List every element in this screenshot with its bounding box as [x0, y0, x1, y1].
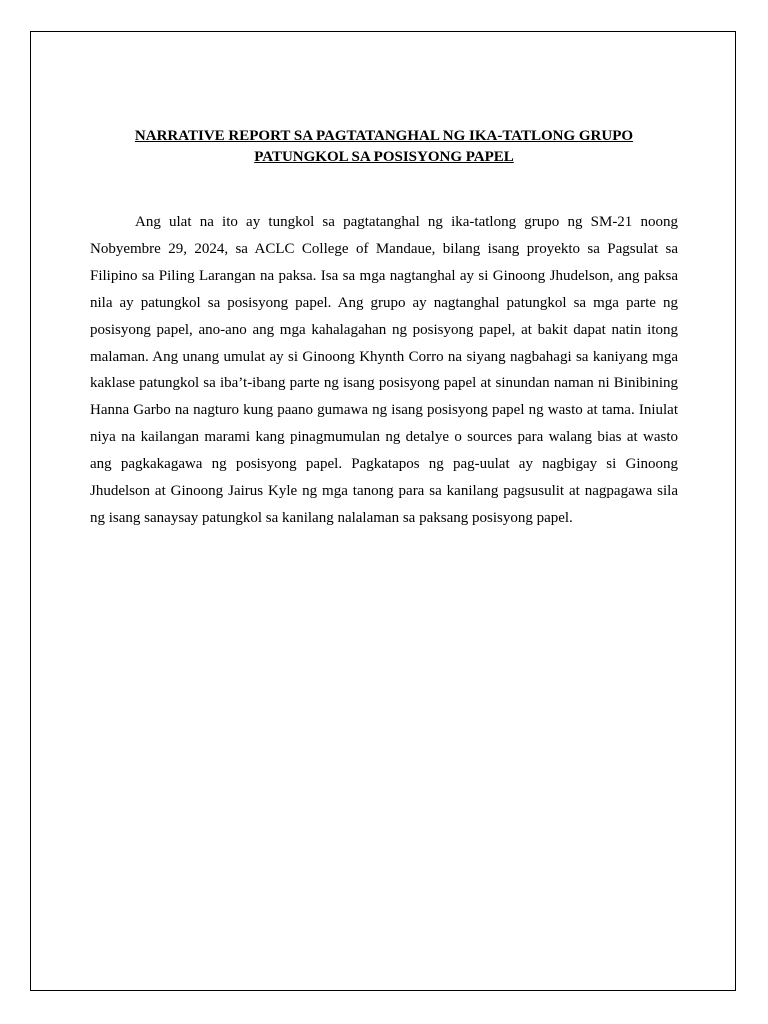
document-title — [90, 126, 678, 168]
title-line-1: NARRATIVE REPORT SA PAGTATANGHAL NG IKA-TATLONG GRUPO — [134, 128, 634, 144]
body-paragraph: Ang ulat na ito ay tungkol sa pagtatanghal ng ika-tatlong grupo ng SM-21 noong Nobyembre 29, 2024, sa ACLC College of Mandaue, bilang isang proyekto sa Pagsulat sa Filipino sa Piling Larangan na paksa. Isa sa mga nagtanghal ay si Ginoong Jhudelson, ang paksa nila ay patungkol sa posisyong papel. Ang grupo ay nagtanghal patungkol sa mga parte ng posisyong papel, ano-ano ang mga kahalagahan ng posisyong papel, at bakit dapat natin itong malaman. Ang unang umulat ay si Ginoong Khynth Corro na siyang nagbahagi sa kaniyang mga kaklase patungkol sa iba’t-ibang parte ng isang posisyong papel at sinundan naman ni Binibining Hanna Garbo na nagturo kung paano gumawa ng isang posisyong papel ng wasto at tama. Iniulat niya na kailangan marami kang pinagmumulan ng detalye o sources para walang bias at wasto ang pagkakagawa ng posisyong papel. Pagkatapos ng pag-uulat ay nagbigay si Ginoong Jhudelson at Ginoong Jairus Kyle ng mga tanong para sa kanilang pagsusulit at nagpagawa sila ng isang sanaysay patungkol sa kanilang nalalaman sa paksang posisyong papel. — [90, 214, 678, 526]
title-line-2: PATUNGKOL SA POSISYONG PAPEL — [254, 149, 514, 165]
